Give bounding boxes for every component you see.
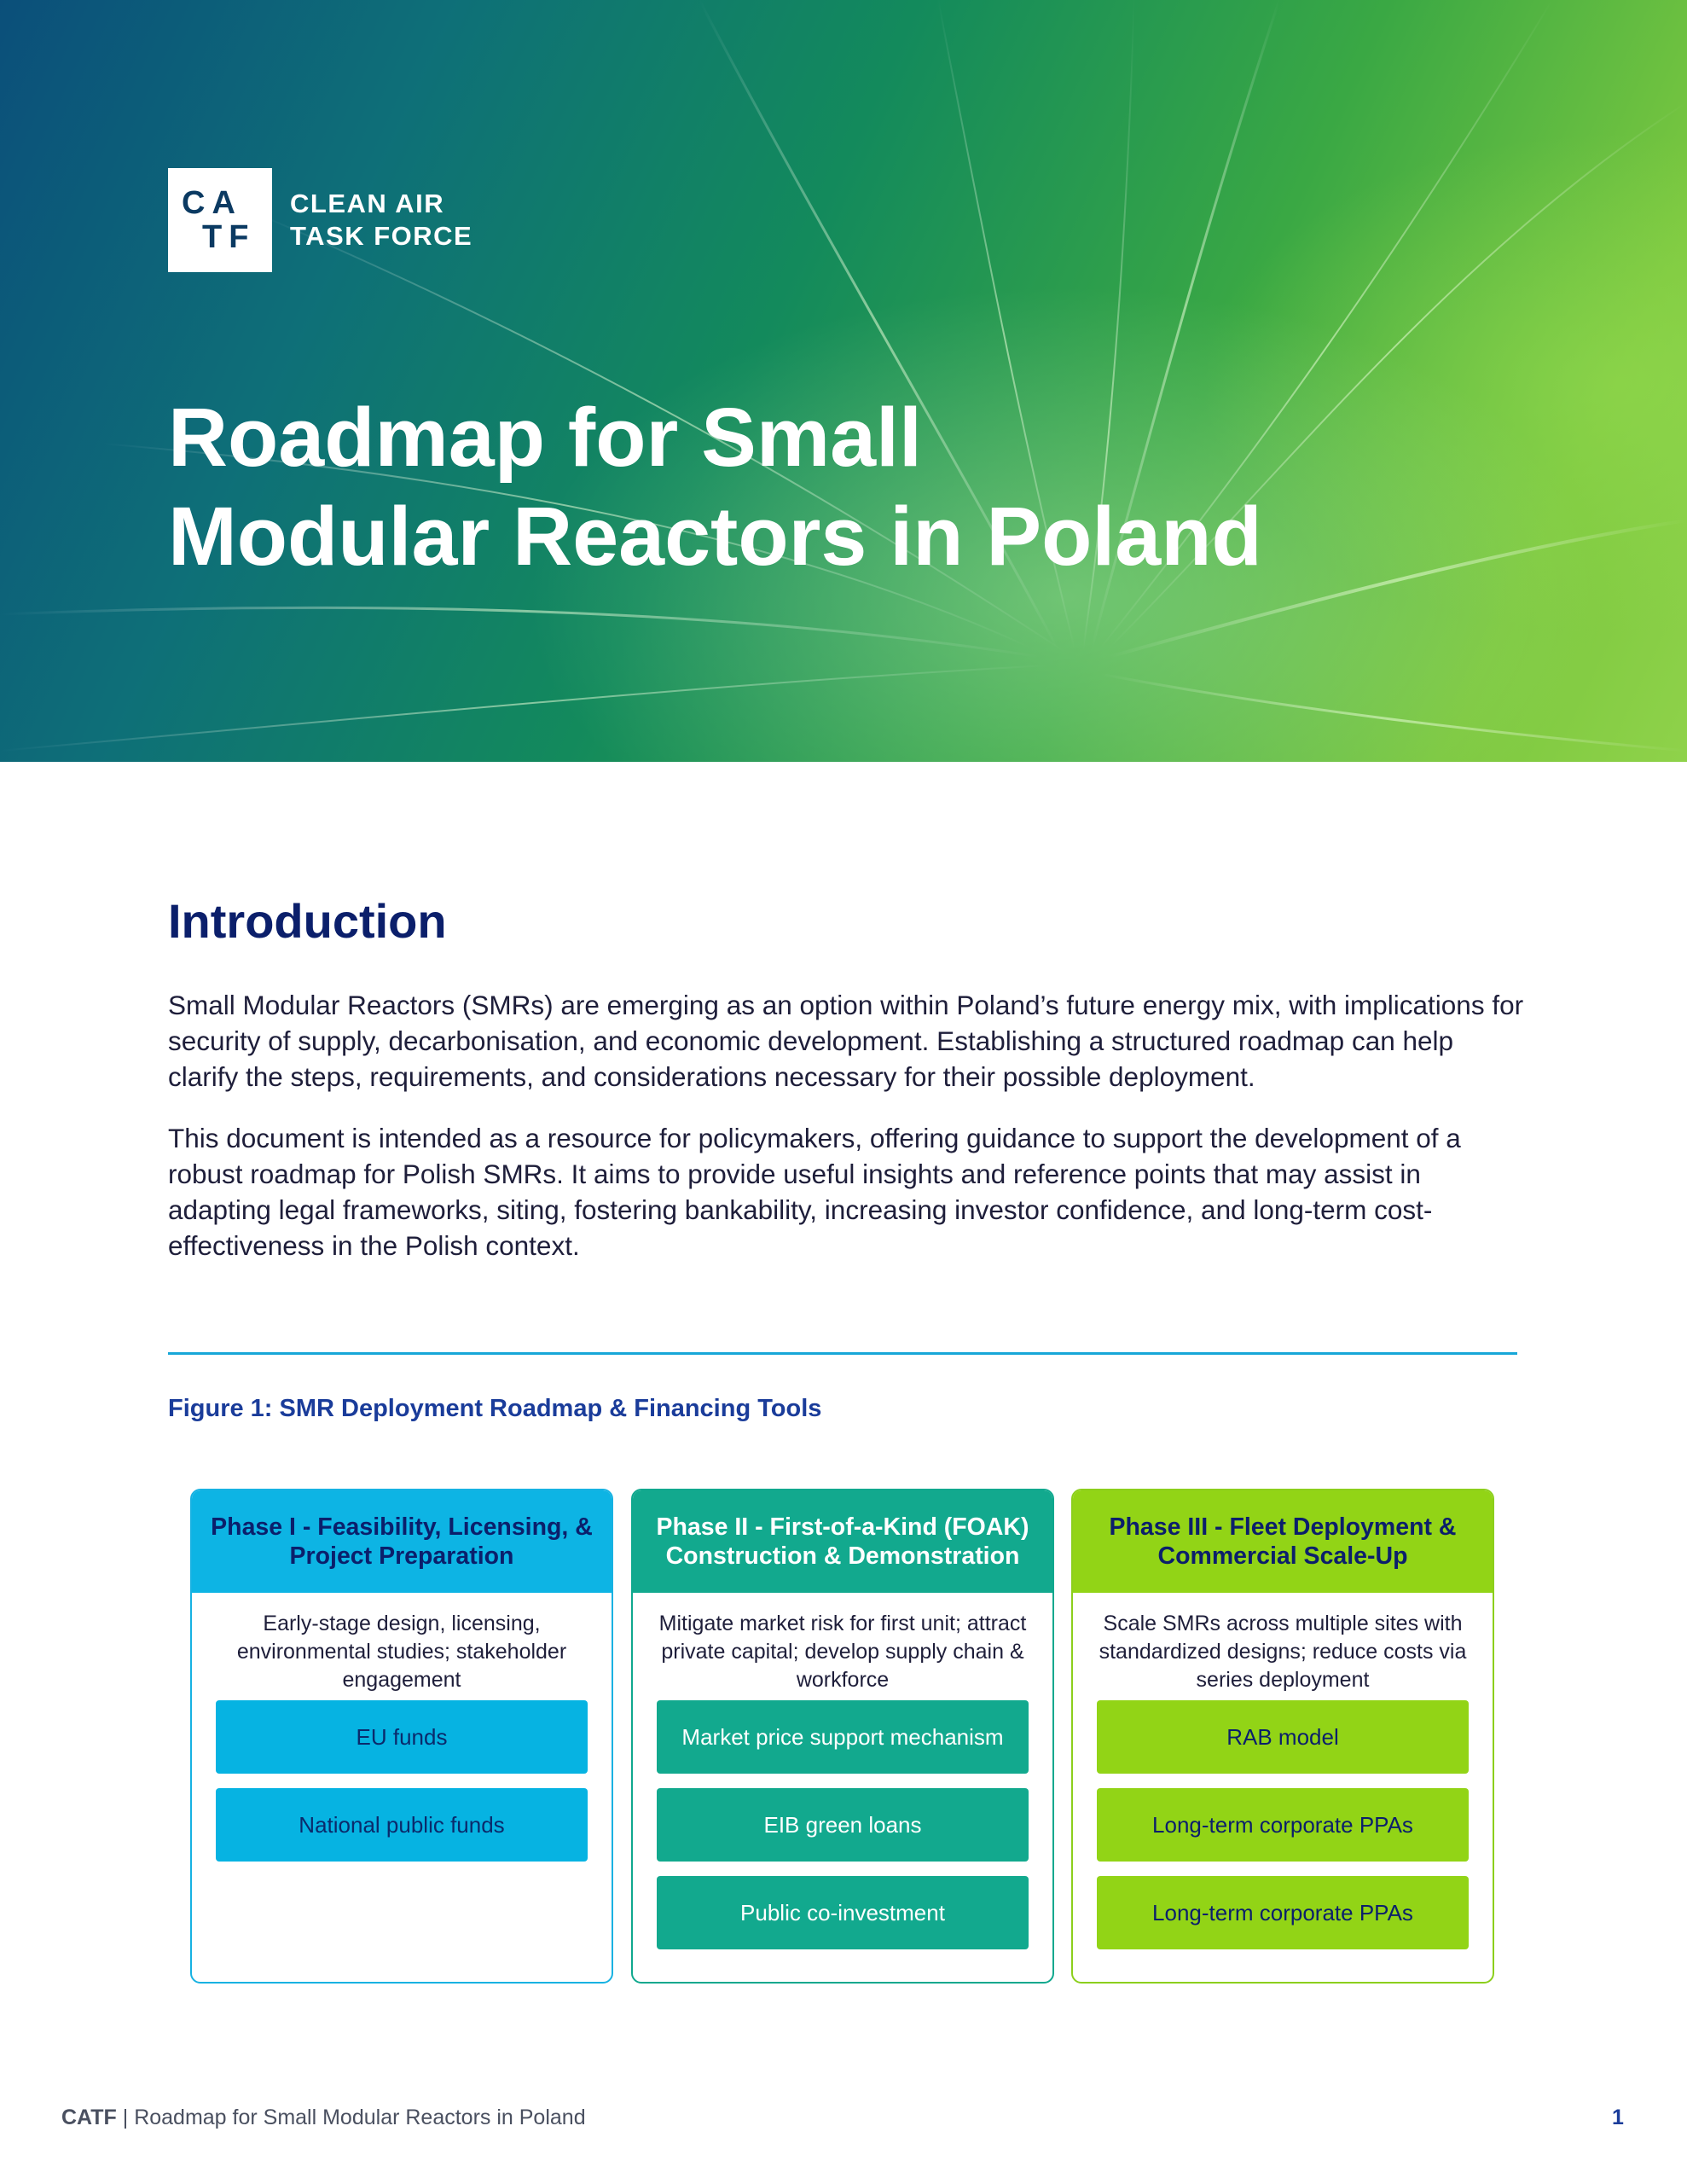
- logo-mark-top: CA: [182, 185, 242, 221]
- footer-separator: |: [116, 2106, 135, 2129]
- phase-description: Early-stage design, licensing, environmental studies; stakeholder engagement: [236, 1612, 567, 1692]
- phase-card-1: [190, 1489, 613, 1984]
- financing-tool: EIB green loans: [657, 1788, 1029, 1862]
- section-divider: [168, 1352, 1517, 1355]
- document-title-line1: Roadmap for Small: [168, 391, 922, 484]
- light-streaks-graphic: [0, 0, 1687, 762]
- phase-title: Phase III - Fleet Deployment & Commercial Scale-Up: [1073, 1490, 1493, 1593]
- financing-tool: Market price support mechanism: [657, 1700, 1029, 1774]
- footer-org: CATF: [61, 2106, 117, 2129]
- page-number: 1: [1612, 2106, 1624, 2129]
- phase-card-3: [1071, 1489, 1494, 1984]
- financing-tool: Long-term corporate PPAs: [1097, 1876, 1469, 1949]
- intro-paragraph-1: Small Modular Reactors (SMRs) are emerging as an option within Poland’s future energy mix, with implications for security of supply, decarbonisation, and economic development. Establishing a structured roadmap can help clarify the steps, requirements, and considerations necessary for their possible deployment.: [168, 990, 1524, 1092]
- catf-logo: [168, 168, 272, 272]
- financing-tool: Public co-investment: [657, 1876, 1029, 1949]
- financing-tool: RAB model: [1097, 1700, 1469, 1774]
- phase-card-2: [631, 1489, 1054, 1984]
- figure-caption: Figure 1: SMR Deployment Roadmap & Financing Tools: [168, 1395, 822, 1422]
- footer-doc-title: Roadmap for Small Modular Reactors in Poland: [134, 2106, 586, 2129]
- financing-tool: National public funds: [216, 1788, 588, 1862]
- page-footer: [61, 2105, 586, 2130]
- document-title: [168, 388, 1447, 586]
- logo-wordmark-line1: CLEAN AIR: [290, 189, 445, 218]
- document-title-line2: Modular Reactors in Poland: [168, 490, 1262, 583]
- phase-description: Scale SMRs across multiple sites with standardized designs; reduce costs via series deployment: [1099, 1612, 1467, 1692]
- financing-tool: Long-term corporate PPAs: [1097, 1788, 1469, 1862]
- intro-paragraph-2: This document is intended as a resource for policymakers, offering guidance to support the development of a robust roadmap for Polish SMRs. It aims to provide useful insights and reference points that may assist in adapting legal frameworks, siting, fostering bankability, increasing investor confidence, and long-term cost-effectiveness in the Polish context.: [168, 1123, 1461, 1261]
- section-heading-introduction: Introduction: [168, 894, 447, 948]
- phase-description: Mitigate market risk for first unit; attract private capital; develop supply chain & workforce: [658, 1612, 1027, 1692]
- logo-wordmark-line2: TASK FORCE: [290, 221, 473, 251]
- hero-banner: [0, 0, 1687, 762]
- financing-tool: EU funds: [216, 1700, 588, 1774]
- phase-title: Phase I - Feasibility, Licensing, & Project Preparation: [192, 1490, 612, 1593]
- logo-mark-bottom: TF: [202, 219, 256, 255]
- phase-title: Phase II - First-of-a-Kind (FOAK) Construction & Demonstration: [633, 1490, 1052, 1593]
- logo-wordmark: [290, 188, 472, 253]
